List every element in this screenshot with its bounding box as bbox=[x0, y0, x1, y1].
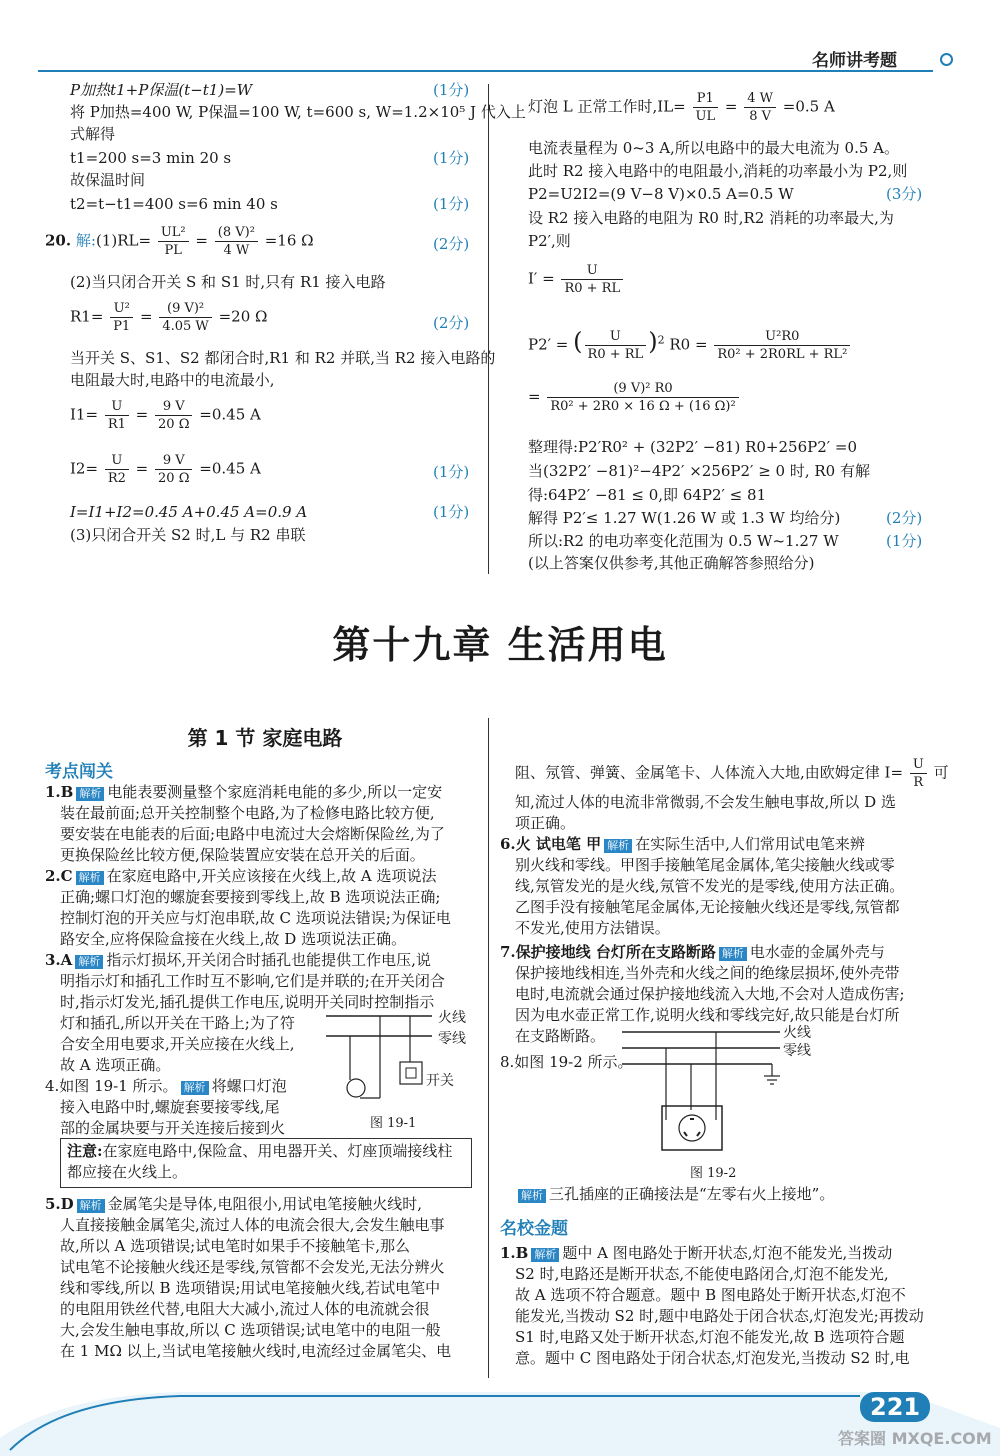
answer-key: 4.如图 19-1 所示。 bbox=[45, 1077, 178, 1095]
fraction bbox=[158, 224, 189, 259]
answer-key: 1.B bbox=[45, 783, 74, 801]
fraction bbox=[910, 756, 927, 791]
formula-line bbox=[70, 452, 261, 487]
answer-text: 电能表要测量整个家庭消耗电能的多少,所以一定安 bbox=[107, 783, 443, 801]
answer-key: 3.A bbox=[45, 951, 73, 969]
formula-suffix: 可 bbox=[933, 763, 949, 782]
analysis-tag: 解析 bbox=[719, 947, 747, 961]
answer-text: 将螺口灯泡 bbox=[211, 1077, 287, 1095]
denominator: R bbox=[913, 775, 924, 790]
equals-sign: = bbox=[135, 459, 149, 478]
formula-prefix: (1)RL= bbox=[95, 231, 152, 250]
answer-line: 项正确。 bbox=[515, 814, 576, 832]
answer-line: 此时 R2 接入电路中的电阻最小,消耗的功率最小为 P2,则 bbox=[528, 162, 908, 180]
numerator: U²R0 bbox=[714, 328, 850, 346]
denominator: R2 bbox=[107, 471, 126, 486]
fraction bbox=[547, 380, 738, 415]
answer-line: 装在最前面;总开关控制整个电路,为了检修电路比较方便, bbox=[60, 804, 435, 822]
note-text: 在家庭电路中,保险盒、用电器开关、灯座顶端接线柱都应接在火线上。 bbox=[67, 1142, 453, 1181]
answer-line: 解得 P2′≤ 1.27 W(1.26 W 或 1.3 W 均给分) bbox=[528, 509, 841, 527]
analysis-tag: 解析 bbox=[181, 1081, 209, 1095]
score-mark: (1分) bbox=[433, 81, 470, 99]
formula-result: =0.5 A bbox=[782, 97, 835, 116]
analysis-tag: 解析 bbox=[531, 1248, 559, 1262]
header-rule bbox=[38, 70, 933, 72]
numerator: (8 V)² bbox=[215, 224, 258, 242]
left-paren: ( bbox=[573, 327, 583, 356]
answer-line: (2)当只闭合开关 S 和 S1 时,只有 R1 接入电路 bbox=[70, 273, 386, 291]
denominator: PL bbox=[164, 243, 182, 258]
answer-line: 更换保险丝比较方便,保险装置应安装在总开关的后面。 bbox=[60, 846, 425, 864]
fraction bbox=[585, 328, 647, 363]
answer-line: 保护接地线相连,当外壳和火线之间的绝缘层损坏,使外壳带 bbox=[515, 964, 900, 982]
answer-line: t1=200 s=3 min 20 s bbox=[70, 149, 232, 167]
answer-line: 线和零线,所以 B 选项错误;用试电笔接触火线,若试电笔中 bbox=[60, 1279, 441, 1297]
answer-line: 正确;螺口灯泡的螺旋套要接到零线上,故 B 选项说法正确; bbox=[60, 888, 441, 906]
analysis-tag: 解析 bbox=[518, 1189, 546, 1203]
answer-line: 的电阻用铁丝代替,电阻大大减小,流过人体的电流就会很 bbox=[60, 1300, 430, 1318]
answer-line: 意。题中 C 图电路处于闭合状态,灯泡发光,当拨动 S2 时,电 bbox=[515, 1349, 910, 1367]
socket-pin bbox=[697, 1132, 700, 1136]
answer-line: 明指示灯和插孔工作时互不影响,它们是并联的;在开关闭合 bbox=[60, 972, 445, 990]
fig1-neutral-label: 零线 bbox=[438, 1031, 466, 1047]
column-divider-top bbox=[488, 84, 489, 574]
answer-line: 整理得:P2′R0² + (32P2′ −81) R0+256P2′ =0 bbox=[528, 438, 858, 456]
answer-line: 故保温时间 bbox=[70, 171, 146, 189]
figure-19-2 bbox=[620, 1018, 795, 1163]
answer-key: 2.C bbox=[45, 867, 73, 885]
formula-prefix: 灯泡 L 正常工作时,IL= bbox=[528, 97, 686, 116]
score-mark: (1分) bbox=[433, 463, 470, 481]
answer-key: 6.火 试电笔 甲 bbox=[500, 835, 602, 853]
answer-key: 1.B bbox=[500, 1244, 529, 1262]
numerator: U bbox=[585, 328, 647, 346]
fraction bbox=[693, 90, 719, 125]
fig2-caption: 图 19-2 bbox=[690, 1166, 737, 1181]
answer-text: 在实际生活中,人们常用试电笔来辨 bbox=[635, 835, 865, 853]
answer-line: 要安装在电能表的后面;电路中电流过大会熔断保险丝,为了 bbox=[60, 825, 445, 843]
answer-line: 接入电路中时,螺旋套要接零线,尾 bbox=[60, 1098, 280, 1116]
answer-line: 所以:R2 的电功率变化范围为 0.5 W~1.27 W bbox=[528, 532, 839, 550]
answer-line: I=I1+I2=0.45 A+0.45 A=0.9 A bbox=[70, 503, 308, 521]
mingxiao-heading: 名校金题 bbox=[500, 1219, 568, 1239]
question-number: 20. bbox=[45, 231, 72, 250]
fig1-live-label: 火线 bbox=[438, 1010, 466, 1026]
header-circle-icon bbox=[940, 53, 953, 66]
denominator: 4.05 W bbox=[162, 319, 209, 334]
answer-line: 灯和插孔,所以开关在干路上;为了符 bbox=[60, 1014, 295, 1032]
formula-prefix: I′ = bbox=[528, 269, 555, 288]
answer-line: 电流表量程为 0~3 A,所以电路中的最大电流为 0.5 A。 bbox=[528, 139, 900, 157]
formula-result: =0.45 A bbox=[199, 405, 261, 424]
answer-line bbox=[515, 1184, 834, 1204]
answer-line: 能发光,当拨动 S2 时,题中电路处于闭合状态,灯泡发光;再拨动 bbox=[515, 1307, 924, 1325]
answer-line: P加热t1+P保温(t−t1)=W bbox=[70, 81, 253, 99]
answer-line: S1 时,电路又处于断开状态,灯泡不能发光,故 B 选项符合题 bbox=[515, 1328, 905, 1346]
score-mark: (2分) bbox=[433, 314, 470, 332]
answer-line: P2′,则 bbox=[528, 232, 571, 250]
answer-line: 式解得 bbox=[70, 125, 116, 143]
answer-line: 故 A 选项不符合题意。题中 B 图电路处于断开状态,灯泡不 bbox=[515, 1286, 906, 1304]
answer-line: (3)只闭合开关 S2 时,L 与 R2 串联 bbox=[70, 526, 306, 544]
score-mark: (1分) bbox=[886, 532, 923, 550]
answer-line: 设 R2 接入电路的电阻为 R0 时,R2 消耗的功率最大,为 bbox=[528, 209, 894, 227]
denominator: R0² + 2R0RL + RL² bbox=[717, 347, 848, 362]
analysis-tag: 解析 bbox=[604, 839, 632, 853]
fraction bbox=[105, 452, 129, 487]
numerator: U bbox=[561, 262, 623, 280]
answer-line: 时,指示灯发光,插孔提供工作电压,说明开关同时控制指示 bbox=[60, 993, 435, 1011]
numerator: U bbox=[910, 756, 927, 774]
question-20-line bbox=[45, 224, 314, 259]
fraction bbox=[110, 300, 133, 335]
formula-result: =16 Ω bbox=[264, 231, 314, 250]
equals-sign: = bbox=[724, 97, 738, 116]
answer-line: 故 A 选项正确。 bbox=[60, 1056, 171, 1074]
denominator: 20 Ω bbox=[158, 471, 190, 486]
answer-line: 在支路断路。 bbox=[515, 1027, 606, 1045]
formula-result: =20 Ω bbox=[218, 307, 268, 326]
answer-text: 题中 A 图电路处于断开状态,灯泡不能发光,当拨动 bbox=[562, 1244, 893, 1262]
answer-line: 知,流过人体的电流非常微弱,不会发生触电事故,所以 D 选 bbox=[515, 793, 896, 811]
formula-line bbox=[528, 380, 741, 415]
formula-line bbox=[70, 398, 261, 433]
switch-knob bbox=[406, 1068, 416, 1078]
square-exponent: 2 bbox=[657, 333, 665, 347]
fig2-live-label: 火线 bbox=[783, 1025, 811, 1041]
score-mark: (1分) bbox=[433, 149, 470, 167]
formula-prefix: 阻、氖管、弹簧、金属笔卡、人体流入大地,由欧姆定律 I= bbox=[515, 763, 904, 782]
answer-line bbox=[500, 942, 885, 962]
answer-line: 故,所以 A 选项错误;试电笔时如果手不接触笔卡,那么 bbox=[60, 1237, 410, 1255]
column-divider-bottom bbox=[488, 718, 489, 1378]
answer-key: 5.D bbox=[45, 1195, 74, 1213]
fig2-neutral-label: 零线 bbox=[783, 1043, 811, 1059]
formula-middle: R0 = bbox=[669, 335, 708, 354]
score-mark: (2分) bbox=[886, 509, 923, 527]
numerator: (9 V)² bbox=[159, 300, 211, 318]
formula-prefix: = bbox=[528, 387, 541, 406]
answer-text: 指示灯损坏,开关闭合时插孔也能提供工作电压,说 bbox=[106, 951, 431, 969]
denominator: R1 bbox=[107, 417, 126, 432]
numerator: U bbox=[105, 398, 129, 416]
numerator: U² bbox=[110, 300, 133, 318]
denominator: 20 Ω bbox=[158, 417, 190, 432]
score-mark: (1分) bbox=[433, 503, 470, 521]
bulb-icon bbox=[347, 1079, 365, 1097]
numerator: P1 bbox=[693, 90, 719, 108]
analysis-tag: 解析 bbox=[75, 955, 103, 969]
answer-line bbox=[500, 1243, 892, 1263]
formula-line bbox=[528, 262, 625, 297]
fraction bbox=[155, 452, 192, 487]
switch-box bbox=[400, 1062, 422, 1084]
equals-sign: = bbox=[135, 405, 149, 424]
answer-line bbox=[45, 1194, 422, 1214]
fraction bbox=[714, 328, 850, 363]
analysis-tag: 解析 bbox=[76, 871, 104, 885]
answer-line: 人直接接触金属笔尖,流过人体的电流会很大,会发生触电事 bbox=[60, 1216, 445, 1234]
formula-prefix: R1= bbox=[70, 307, 104, 326]
answer-line: 不发光,使用方法错误。 bbox=[515, 919, 670, 937]
formula-prefix: I1= bbox=[70, 405, 99, 424]
answer-line: 试电笔不论接触火线还是零线,氖管都不会发光,无法分辨火 bbox=[60, 1258, 445, 1276]
answer-line: 电时,电流就会通过保护接地线流入大地,不会对人造成伤害; bbox=[515, 985, 905, 1003]
numerator: 9 V bbox=[155, 452, 192, 470]
score-mark: (2分) bbox=[433, 235, 470, 253]
denominator: 8 V bbox=[749, 109, 772, 124]
answer-line: 在 1 MΩ 以上,当试电笔接触火线时,电流经过金属笔尖、电 bbox=[60, 1342, 452, 1360]
right-paren: ) bbox=[648, 327, 658, 356]
socket-pin bbox=[684, 1132, 687, 1136]
answer-text: 金属笔尖是导体,电阻很小,用试电笔接触火线时, bbox=[107, 1195, 422, 1213]
numerator: U bbox=[105, 452, 129, 470]
answer-line: S2 时,电路还是断开状态,不能使电路闭合,灯泡不能发光, bbox=[515, 1265, 889, 1283]
answer-line bbox=[45, 866, 437, 886]
numerator: 9 V bbox=[155, 398, 192, 416]
answer-line: 别火线和零线。甲图手接触笔尾金属体,笔尖接触火线或零 bbox=[515, 856, 895, 874]
answer-line: 将 P加热=400 W, P保温=100 W, t=600 s, W=1.2×10⁵ J 代入上 bbox=[70, 103, 526, 121]
analysis-tag: 解析 bbox=[77, 1199, 105, 1213]
watermark: 答案圈 MXQE.COM bbox=[838, 1429, 992, 1448]
answer-line bbox=[45, 1076, 287, 1096]
answer-text: 电水壶的金属外壳与 bbox=[749, 943, 885, 961]
answer-line: 控制灯泡的开关应与灯泡串联,故 C 选项说法错误;为保证电 bbox=[60, 909, 451, 927]
formula-result: =0.45 A bbox=[199, 459, 261, 478]
answer-line bbox=[45, 782, 442, 802]
answer-line: 路安全,应将保险盒接在火线上,故 D 选项说法正确。 bbox=[60, 930, 407, 948]
fraction bbox=[744, 90, 776, 125]
note-label: 注意: bbox=[67, 1142, 103, 1160]
analysis-tag: 解析 bbox=[76, 787, 104, 801]
page-number: 221 bbox=[860, 1392, 930, 1422]
socket-box bbox=[662, 1106, 722, 1150]
equals-sign: = bbox=[195, 231, 208, 250]
formula-line bbox=[515, 756, 949, 791]
answer-line bbox=[500, 834, 865, 854]
answer-line: 因为电水壶正常工作,说明火线和零线完好,故只能是台灯所 bbox=[515, 1006, 900, 1024]
answer-text: 三孔插座的正确接法是“左零右火上接地”。 bbox=[549, 1185, 835, 1203]
answer-key: 7.保护接地线 台灯所在支路断路 bbox=[500, 943, 716, 961]
fig1-switch-label: 开关 bbox=[426, 1073, 454, 1089]
fraction bbox=[561, 262, 623, 297]
denominator: 4 W bbox=[223, 243, 250, 258]
denominator: R0 + RL bbox=[564, 281, 621, 296]
formula-line bbox=[70, 300, 267, 335]
answer-line: (以上答案仅供参考,其他正确解答参照给分) bbox=[528, 554, 815, 572]
formula-prefix: I2= bbox=[70, 459, 99, 478]
note-box bbox=[60, 1138, 472, 1188]
answer-line: 电阻最大时,电路中的电流最小, bbox=[70, 371, 275, 389]
answer-line: t2=t−t1=400 s=6 min 40 s bbox=[70, 195, 278, 213]
answer-line: 合安全用电要求,开关应接在火线上, bbox=[60, 1035, 295, 1053]
answer-line: 当(32P2′ −81)²−4P2′ ×256P2′ ≥ 0 时, R0 有解 bbox=[528, 462, 870, 480]
fraction bbox=[215, 224, 258, 259]
denominator: UL bbox=[695, 109, 716, 124]
formula-line bbox=[528, 90, 835, 125]
formula-line bbox=[528, 328, 852, 363]
fraction bbox=[159, 300, 211, 335]
chapter-title: 第十九章 生活用电 bbox=[332, 623, 668, 667]
denominator: P1 bbox=[113, 319, 131, 334]
equals-sign: = bbox=[140, 307, 153, 326]
header-title: 名师讲考题 bbox=[812, 51, 897, 71]
solution-label: 解: bbox=[75, 231, 96, 250]
numerator: (9 V)² R0 bbox=[547, 380, 738, 398]
numerator: UL² bbox=[158, 224, 189, 242]
fraction bbox=[155, 398, 192, 433]
answer-line: 线,氖管发光的是火线,氖管不发光的是零线,使用方法正确。 bbox=[515, 877, 905, 895]
score-mark: (3分) bbox=[886, 185, 923, 203]
answer-text: 在家庭电路中,开关应该接在火线上,故 A 选项说法 bbox=[106, 867, 437, 885]
answer-line: P2=U2I2=(9 V−8 V)×0.5 A=0.5 W bbox=[528, 185, 794, 203]
answer-line bbox=[45, 950, 431, 970]
answer-line: 8.如图 19-2 所示。 bbox=[500, 1053, 633, 1071]
answer-line: 部的金属块要与开关连接后接到火 bbox=[60, 1119, 286, 1137]
answer-line: 大,会发生触电事故,所以 C 选项错误;试电笔中的电阻一般 bbox=[60, 1321, 441, 1339]
score-mark: (1分) bbox=[433, 195, 470, 213]
denominator: R0² + 2R0 × 16 Ω + (16 Ω)² bbox=[550, 399, 736, 414]
answer-line: 得:64P2′ −81 ≤ 0,即 64P2′ ≤ 81 bbox=[528, 486, 767, 504]
kaodian-heading: 考点闯关 bbox=[45, 762, 113, 782]
numerator: 4 W bbox=[744, 90, 776, 108]
section-title: 第 1 节 家庭电路 bbox=[187, 726, 343, 750]
fraction bbox=[105, 398, 129, 433]
denominator: R0 + RL bbox=[587, 347, 644, 362]
answer-line: 乙图手没有接触笔尾金属体,无论接触火线还是零线,氖管都 bbox=[515, 898, 900, 916]
answer-line: 当开关 S、S1、S2 都闭合时,R1 和 R2 并联,当 R2 接入电路的 bbox=[70, 349, 496, 367]
fig1-caption: 图 19-1 bbox=[370, 1116, 417, 1131]
formula-prefix: P2′ = bbox=[528, 335, 569, 354]
